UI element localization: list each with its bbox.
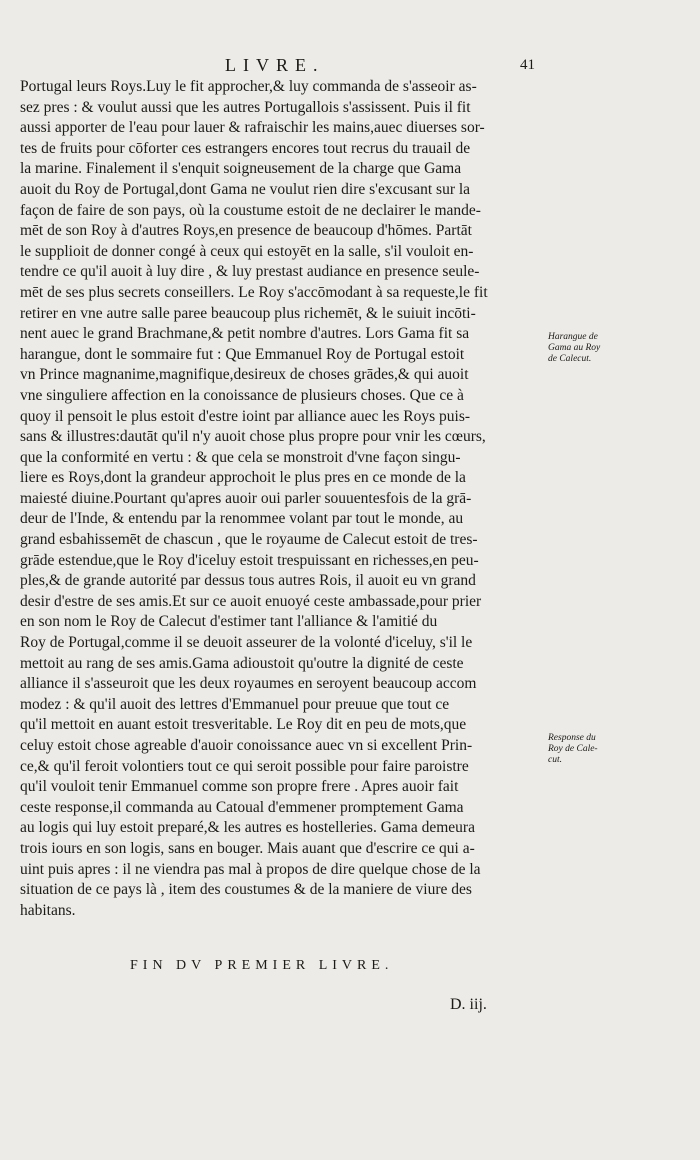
text-line: harangue, dont le sommaire fut : Que Emmanuel Roy de Portugal estoit <box>20 345 465 363</box>
running-title: LIVRE. <box>225 55 325 75</box>
text-line: en son nom le Roy de Calecut d'estimer tant l'alliance & l'amitié du <box>20 613 438 631</box>
book-explicit: FIN DV PREMIER LIVRE. <box>130 958 394 973</box>
text-line: deur de l'Inde, & entendu par la renommee volant par tout le monde, au <box>20 510 464 528</box>
marginal-note-line: cut. <box>548 755 562 765</box>
text-line: aussi apporter de l'eau pour lauer & rafraischir les mains,auec diuerses sor- <box>20 119 485 137</box>
text-line: grāde estendue,que le Roy d'iceluy estoit trespuissant en richesses,en peu- <box>20 551 479 569</box>
text-line: celuy estoit chose agreable d'auoir conoissance auec vn si excellent Prin- <box>20 737 473 754</box>
text-line: tendre ce qu'il auoit à luy dire , & luy prestast audiance en presence seule- <box>20 263 480 281</box>
text-line: Roy de Portugal,comme il se deuoit asseurer de la volonté d'iceluy, s'il le <box>20 634 473 652</box>
text-line: sans & illustres:dautāt qu'il n'y auoit chose plus propre pour vnir les cœurs, <box>20 428 486 446</box>
marginal-note-line: Roy de Cale- <box>548 744 598 754</box>
marginal-note-line: Gama au Roy <box>548 343 601 353</box>
body-text <box>20 77 542 921</box>
marginal-note-harangue <box>548 332 626 365</box>
text-line: modez : & qu'il auoit des lettres d'Emmanuel pour preuue que tout ce <box>20 695 450 713</box>
text-line: qu'il vouloit tenir Emmanuel comme son propre frere . Apres auoir fait <box>20 778 459 796</box>
text-line: nent auec le grand Brachmane,& petit nombre d'autres. Lors Gama fit sa <box>20 325 470 343</box>
text-line: la marine. Finalement il s'enquit soigneusement de la charge que Gama <box>20 160 462 178</box>
text-line: mēt de son Roy à d'autres Roys,en presence de beaucoup d'hōmes. Partāt <box>20 222 472 240</box>
text-line: habitans. <box>20 901 76 919</box>
folio-number: 41 <box>520 57 535 73</box>
text-line: tes de fruits pour cōforter ces estrangers encores tout recrus du trauail de <box>20 139 471 157</box>
text-line: situation de ce pays là , item des coustumes & de la maniere de viure des <box>20 881 472 899</box>
text-line: Portugal leurs Roys.Luy le fit approcher,& luy commanda de s'asseoir as- <box>20 78 477 95</box>
signature-mark: D. iij. <box>450 996 487 1013</box>
text-line: ce,& qu'il feroit volontiers tout ce qui seroit possible pour faire paroistre <box>20 757 469 775</box>
text-line: ceste response,il commanda au Catoual d'emmener promptement Gama <box>20 798 464 816</box>
text-line: retirer en vne autre salle paree beaucoup plus richemēt, & le suiuit incōti- <box>20 304 476 322</box>
text-line: auoit du Roy de Portugal,dont Gama ne voulut rien dire s'excusant sur la <box>20 180 471 198</box>
text-line: grand esbahissemēt de chascun , que le royaume de Calecut estoit de tres- <box>20 531 478 549</box>
text-line: vne singuliere affection en la conoissance de plusieurs choses. Que ce à <box>20 386 464 404</box>
text-line: vn Prince magnanime,magnifique,desireux de choses grādes,& qui auoit <box>20 366 469 384</box>
text-line: mēt de ses plus secrets conseillers. Le Roy s'accōmodant à sa requeste,le fit <box>20 283 488 301</box>
text-line: au logis qui luy estoit preparé,& les autres es hostelleries. Gama demeura <box>20 819 475 837</box>
text-line: le supplioit de donner congé à ceux qui estoyēt en la salle, s'il vouloit en- <box>20 242 474 260</box>
marginal-note-line: Harangue de <box>548 332 598 342</box>
text-line: que la conformité en vertu : & que cela se monstroit d'vne façon singu- <box>20 448 461 466</box>
text-line: trois iours en son logis, sans en bouger. Mais auant que d'escrire ce qui a- <box>20 839 475 857</box>
text-line: ples,& de grande autorité par dessus tous autres Rois, il auoit eu vn grand <box>20 572 476 590</box>
text-line: desir d'estre de ses amis.Et sur ce auoit enuoyé ceste ambassade,pour prier <box>20 592 482 610</box>
text-line: quoy il pensoit le plus estoit d'estre ioint par alliance auec les Roys puis- <box>20 407 471 425</box>
marginal-note-line: de Calecut. <box>548 354 592 364</box>
text-line: mettoit au rang de ses amis.Gama adioustoit qu'outre la dignité de ceste <box>20 654 464 672</box>
text-line: alliance il s'asseuroit que les deux royaumes en seroyent beaucoup accom <box>20 675 477 693</box>
marginal-note-line: Response du <box>548 733 596 743</box>
text-line: sez pres : & voulut aussi que les autres Portugallois s'assissent. Puis il fit <box>20 98 471 116</box>
text-line: uint puis apres : il ne viendra pas mal à propos de dire quelque chose de la <box>20 860 481 878</box>
text-line: façon de faire de son pays, où la coustume estoit de ne declairer le mande- <box>20 201 481 219</box>
marginal-note-response <box>548 733 626 766</box>
text-line: maiesté diuine.Pourtant qu'apres auoir oui parler souuentesfois de la grā- <box>20 489 472 507</box>
text-line: qu'il mettoit en auant estoit tresveritable. Le Roy dit en peu de mots,que <box>20 716 467 734</box>
running-head <box>0 55 700 77</box>
text-line: liere es Roys,dont la grandeur approchoit le plus pres en ce monde de la <box>20 469 466 487</box>
